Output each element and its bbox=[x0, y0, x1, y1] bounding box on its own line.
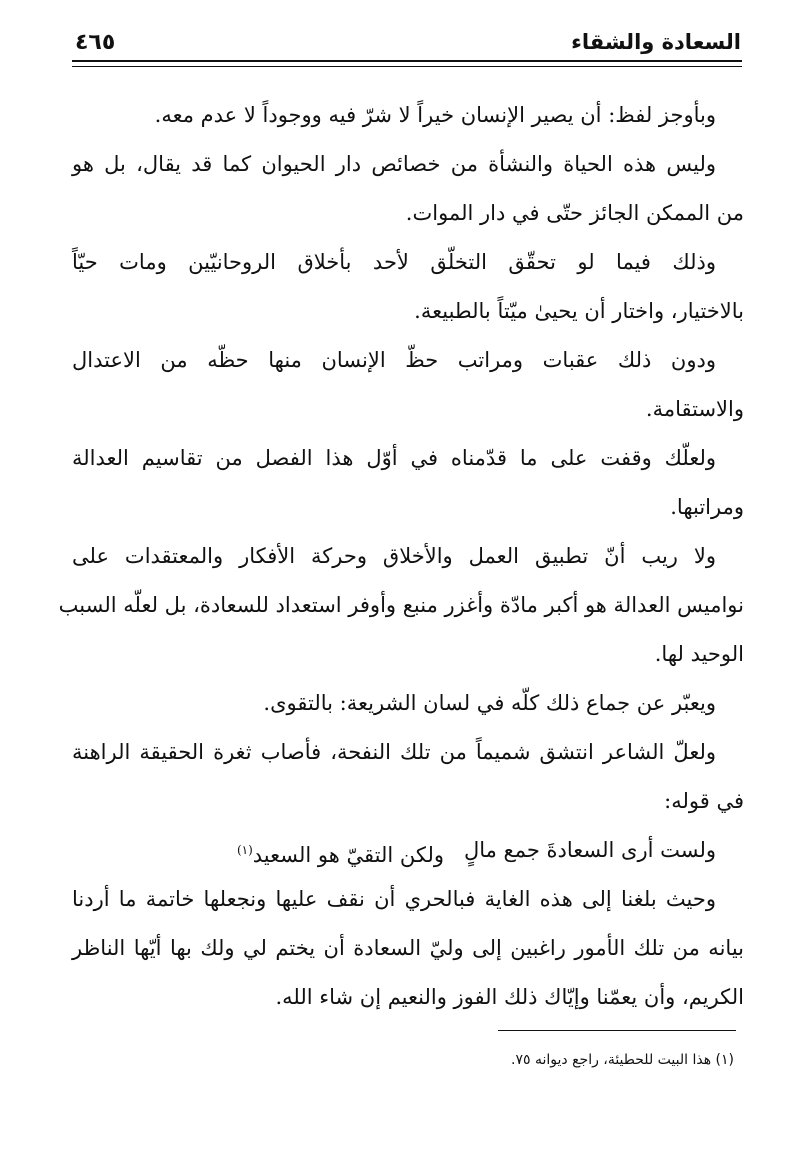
footnote-separator bbox=[498, 1030, 736, 1031]
text-line: بالاختيار، واختار أن يحيىٰ ميّتاً بالطبيعة. bbox=[414, 299, 744, 323]
text-line: الوحيد لها. bbox=[654, 642, 744, 666]
footnote: (١) هذا البيت للحطيئة، راجع ديوانه ٧٥. bbox=[511, 1052, 734, 1068]
text-line: والاستقامة. bbox=[645, 397, 744, 421]
text-line: وبأوجز لفظ: أن يصير الإنسان خيراً لا شرّ فيه ووجوداً لا عدم معه. bbox=[154, 103, 716, 127]
page-header bbox=[75, 30, 741, 64]
text-line: ومراتبها. bbox=[670, 495, 744, 519]
text-line: ولعلّك وقفت على ما قدّمناه في أوّل هذا الفصل من تقاسيم العدالة bbox=[72, 446, 716, 470]
text-line: ولا ريب أنّ تطبيق العمل والأخلاق وحركة الأفكار والمعتقدات على bbox=[72, 544, 716, 568]
text-line: ولعلّ الشاعر انتشق شميماً من تلك النفحة، فأصاب ثغرة الحقيقة الراهنة bbox=[72, 740, 716, 764]
header-rule-thin bbox=[72, 66, 742, 67]
footnote-marker: (١) bbox=[236, 843, 253, 857]
text-line: الكريم، وأن يعمّنا وإيّاك ذلك الفوز والنعيم إن شاء الله. bbox=[275, 985, 744, 1009]
text-line: ودون ذلك عقبات ومراتب حظّ الإنسان منها حظّه من الاعتدال bbox=[72, 348, 716, 372]
poem-first-hemistich: ولست أرى السعادةَ جمع مالٍ bbox=[463, 838, 716, 862]
poem-verse bbox=[72, 827, 744, 873]
text-line: وليس هذه الحياة والنشأة من خصائص دار الحيوان كما قد يقال، بل هو bbox=[72, 152, 716, 176]
running-title: السعادة والشقاء bbox=[571, 30, 741, 54]
text-line: من الممكن الجائز حتّى في دار الموات. bbox=[405, 201, 744, 225]
text-line: في قوله: bbox=[664, 789, 744, 813]
text-line: نواميس العدالة هو أكبر مادّة وأغزر منبع وأوفر استعداد للسعادة، بل لعلّه السبب bbox=[58, 593, 744, 617]
text-line: وحيث بلغنا إلى هذه الغاية فبالحري أن نقف عليها ونجعلها خاتمة ما أردنا bbox=[72, 887, 716, 911]
header-rule-thick bbox=[72, 60, 742, 62]
text-line: وذلك فيما لو تحقّق التخلّق لأحد بأخلاق الروحانيّين ومات حيّاً bbox=[72, 250, 716, 274]
text-line: ويعبّر عن جماع ذلك كلّه في لسان الشريعة: بالتقوى. bbox=[263, 691, 716, 715]
poem-second-hemistich: ولكن التقيّ هو السعيد$^{(١)}$ bbox=[236, 843, 444, 867]
text-line: بيانه من تلك الأمور راغبين إلى وليّ السعادة أن يختم لي ولك بها أيّها الناظر bbox=[72, 936, 744, 960]
page-number: ٤٦٥ bbox=[75, 30, 116, 55]
